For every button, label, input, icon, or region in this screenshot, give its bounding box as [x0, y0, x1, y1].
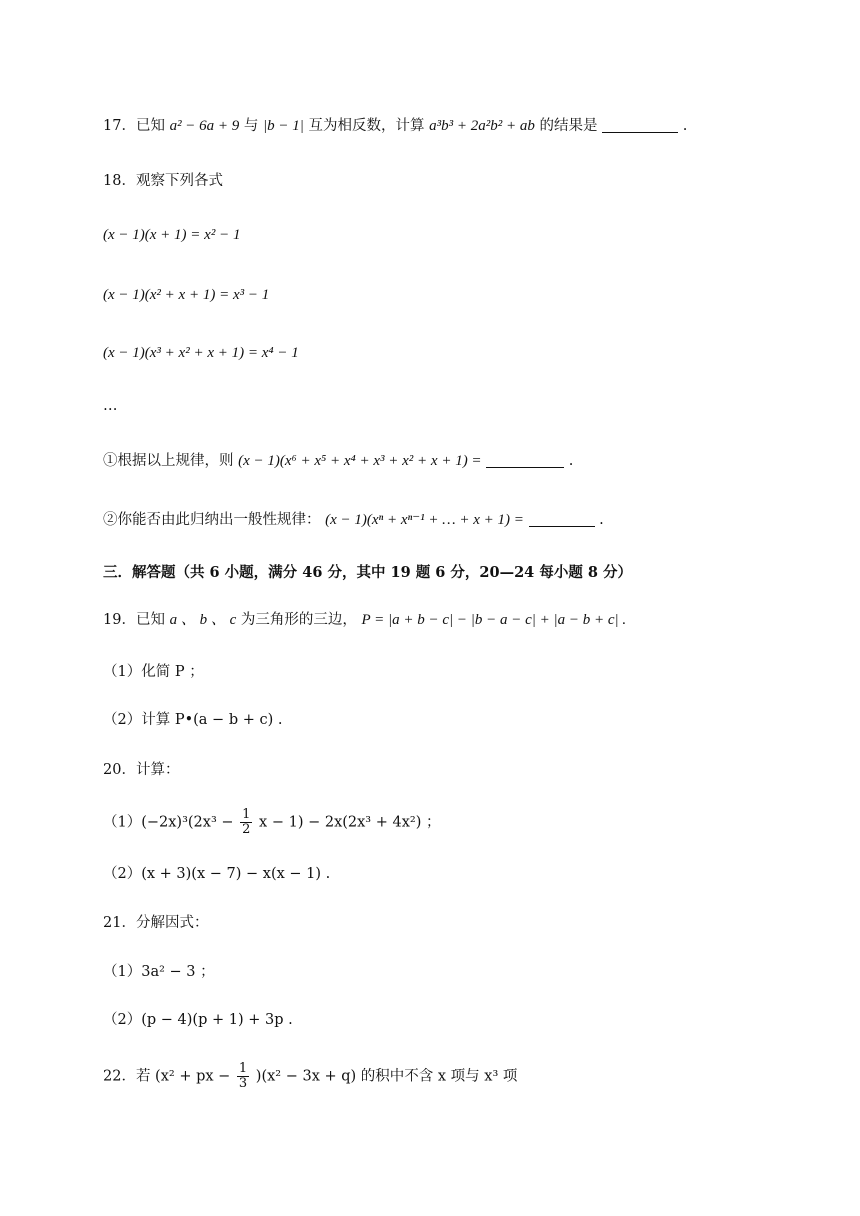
- q17-text-2: 互为相反数，计算: [308, 118, 425, 134]
- q18-equation-3: (x − 1)(x³ + x² + x + 1) = x⁴ − 1: [103, 345, 299, 361]
- q18-ellipsis: …: [103, 398, 118, 414]
- q17-text-1: 与: [243, 118, 259, 134]
- q18-part-1-text: ①根据以上规律，则: [103, 453, 234, 469]
- q18-part-1-expression: (x − 1)(x⁶ + x⁵ + x⁴ + x³ + x² + x + 1) =: [238, 453, 482, 469]
- q19-sub-2: （2）计算 P•(a − b + c) .: [103, 712, 283, 728]
- q20-fraction-denominator: 2: [242, 822, 251, 837]
- q18-part-2-text: ②你能否由此归纳出一般性规律：: [103, 512, 321, 528]
- q18-part-1-end: .: [568, 453, 574, 469]
- q19-expression: P = |a + b − c| − |b − a − c| + |a − b + c| .: [361, 612, 627, 628]
- q20-sub-1-post: x − 1) − 2x(2x³ + 4x²) ；: [259, 814, 441, 831]
- q17-answer-blank[interactable]: [602, 117, 678, 133]
- q17-expression-3: a³b³ + 2a²b² + ab: [429, 118, 535, 134]
- q17-text-3: 的结果是: [539, 118, 598, 134]
- q19-sub-1: （1）化简 P ；: [103, 664, 204, 680]
- q18-equation-1: (x − 1)(x + 1) = x² − 1: [103, 227, 241, 243]
- q18-heading: 18．观察下列各式: [103, 173, 223, 189]
- q21-sub-1: （1）3a² − 3 ；: [103, 964, 215, 980]
- q21-sub-2: （2）(p − 4)(p + 1) + 3p .: [103, 1012, 293, 1028]
- q18-part-2-end: .: [599, 512, 604, 528]
- q22-pre: 22．若 (x² + px −: [103, 1068, 231, 1085]
- q18-part-2-expression: (x − 1)(xⁿ + xⁿ⁻¹ + … + x + 1) =: [325, 512, 524, 528]
- q19-variables: a 、 b 、 c: [169, 612, 237, 628]
- q20-sub-1: [103, 808, 440, 837]
- q17-expression-1: a² − 6a + 9: [169, 118, 240, 134]
- q19-text-2: 为三角形的三边，: [240, 612, 357, 628]
- question-17: [103, 116, 687, 136]
- q22-fraction: [237, 1062, 249, 1091]
- question-19: [103, 610, 626, 630]
- q19-text-1: 19．已知: [103, 612, 165, 628]
- q18-part-1-answer-blank[interactable]: [486, 452, 564, 468]
- q22-fraction-denominator: 3: [238, 1076, 248, 1091]
- q18-part-2: [103, 510, 604, 530]
- q22-post: )(x² − 3x + q) 的积中不含 x 项与 x³ 项: [255, 1068, 518, 1085]
- q17-number: 17．已知: [103, 118, 165, 134]
- q20-fraction-numerator: 1: [242, 807, 251, 822]
- q17-expression-2: |b − 1|: [263, 118, 304, 134]
- q17-end: .: [682, 118, 688, 134]
- q20-heading: 20．计算：: [103, 762, 180, 778]
- q20-sub-1-pre: （1）(−2x)³(2x³ −: [103, 814, 234, 831]
- section-3-heading: 三．解答题（共 6 小题，满分 46 分，其中 19 题 6 分，20—24 每小题 8 分）: [103, 564, 633, 581]
- q18-part-1: [103, 451, 573, 471]
- question-22: [103, 1062, 517, 1091]
- q18-part-2-answer-blank[interactable]: [529, 511, 595, 527]
- q21-heading: 21．分解因式：: [103, 915, 209, 931]
- q22-fraction-numerator: 1: [238, 1061, 248, 1076]
- q20-sub-2: （2）(x + 3)(x − 7) − x(x − 1) .: [103, 866, 331, 882]
- q20-fraction: [240, 808, 252, 837]
- q18-equation-2: (x − 1)(x² + x + 1) = x³ − 1: [103, 287, 270, 303]
